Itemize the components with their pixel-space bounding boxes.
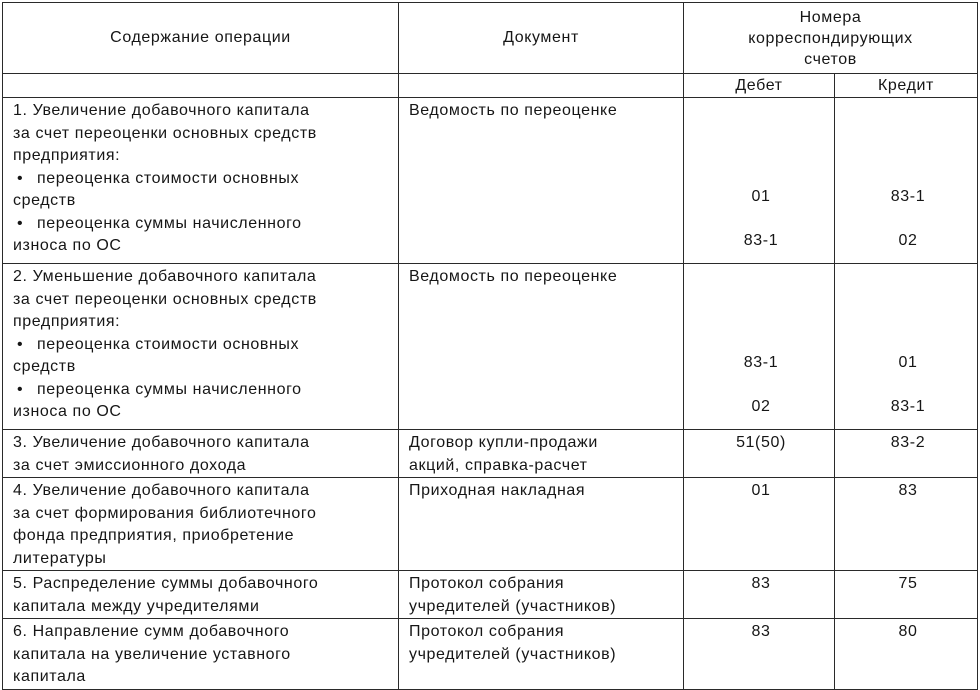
- table-row: [3, 571, 978, 619]
- row-1-debit: [684, 98, 835, 264]
- row-6-debit: [684, 619, 835, 690]
- row-6-document-line-2: учредителей (участников): [409, 645, 617, 663]
- row-3-document-line-1: Договор купли-продажи: [409, 434, 598, 451]
- header-debit: Дебет: [684, 74, 835, 98]
- row-5-document-line-1: Протокол собрания: [409, 575, 565, 592]
- row-3-document-line-2: акций, справка-расчет: [409, 456, 588, 474]
- header-document: Документ: [399, 3, 684, 74]
- row-2-sub-2: [13, 379, 392, 402]
- row-5-credit-value: 75: [898, 575, 918, 592]
- row-2-content-line-1: 2. Уменьшение добавочного капитала: [13, 268, 317, 285]
- table-header: [3, 3, 978, 98]
- row-1-content-line-1: 1. Увеличение добавочного капитала: [13, 102, 310, 119]
- row-4-credit: [835, 478, 978, 571]
- row-2-content: [3, 264, 399, 430]
- row-1-sub-1-credit: 83-1: [890, 188, 926, 205]
- row-6-credit-value: 80: [898, 623, 918, 640]
- row-6-credit: [835, 619, 978, 690]
- row-3-document: [399, 430, 684, 478]
- row-6-content-line-1: 6. Направление сумм добавочного: [13, 623, 290, 640]
- row-4-content-line-4: литературы: [13, 549, 107, 567]
- header-content: Содержание операции: [3, 3, 399, 74]
- operations-table: [2, 2, 978, 690]
- row-3-credit-value: 83-2: [890, 434, 926, 451]
- row-4-credit-value: 83: [898, 482, 918, 499]
- row-6-document: [399, 619, 684, 690]
- row-2-sub-1-line-2: средств: [13, 358, 76, 375]
- row-4-debit-value: 01: [751, 482, 771, 499]
- row-2-sub-1-credit: 01: [898, 354, 918, 371]
- row-6-document-line-1: Протокол собрания: [409, 623, 565, 640]
- row-4-content-line-2: за счет формирования библиотечного: [13, 504, 317, 522]
- row-4-content-line-1: 4. Увеличение добавочного капитала: [13, 482, 310, 499]
- row-2-debit: [684, 264, 835, 430]
- row-1-sub-1-line-2: средств: [13, 192, 76, 209]
- row-2-sub-2-debit: 02: [751, 398, 771, 415]
- row-1-sub-2-line-1: переоценка суммы начисленного: [37, 214, 302, 232]
- row-5-debit-value: 83: [751, 575, 771, 592]
- header-accounts-line-2: корреспондирующих: [748, 29, 913, 47]
- bullet-icon: •: [17, 214, 24, 232]
- header-content-empty: [3, 74, 399, 98]
- row-4-content: [3, 478, 399, 571]
- table-row: [3, 478, 978, 571]
- row-2-sub-1-debit: 83-1: [743, 354, 779, 371]
- row-2-sub-2-line-1: переоценка суммы начисленного: [37, 380, 302, 398]
- row-1-content-line-2: за счет переоценки основных средств: [13, 124, 317, 142]
- row-5-debit: [684, 571, 835, 619]
- row-1-sub-1-debit: 01: [751, 188, 771, 205]
- bullet-icon: •: [17, 380, 24, 398]
- row-1-sub-2: [13, 213, 392, 236]
- row-1-sub-2-line-2: износа по ОС: [13, 237, 122, 254]
- row-1-content: [3, 98, 399, 264]
- row-3-content: [3, 430, 399, 478]
- row-2-sub-1-line-1: переоценка стоимости основных: [37, 335, 300, 353]
- row-2-sub-1: [13, 334, 392, 357]
- row-4-document-line-1: Приходная накладная: [409, 482, 586, 499]
- row-4-document: [399, 478, 684, 571]
- header-credit: Кредит: [835, 74, 978, 98]
- row-1-content-line-3: предприятия:: [13, 147, 121, 164]
- row-5-document: [399, 571, 684, 619]
- row-6-content-line-3: капитала: [13, 668, 86, 685]
- row-5-credit: [835, 571, 978, 619]
- row-3-debit: [684, 430, 835, 478]
- row-2-credit: [835, 264, 978, 430]
- bullet-icon: •: [17, 169, 24, 187]
- table-row: [3, 619, 978, 690]
- row-1-document: [399, 98, 684, 264]
- row-1-sub-2-credit: 02: [898, 232, 918, 249]
- row-4-debit: [684, 478, 835, 571]
- row-2-document: [399, 264, 684, 430]
- row-6-content-line-2: капитала на увеличение уставного: [13, 645, 291, 663]
- row-3-content-line-1: 3. Увеличение добавочного капитала: [13, 434, 310, 451]
- row-2-sub-2-line-2: износа по ОС: [13, 403, 122, 420]
- row-5-document-line-2: учредителей (участников): [409, 597, 617, 615]
- row-2-content-line-2: за счет переоценки основных средств: [13, 290, 317, 308]
- row-6-debit-value: 83: [751, 623, 771, 640]
- row-5-content-line-2: капитала между учредителями: [13, 597, 260, 615]
- row-3-credit: [835, 430, 978, 478]
- row-1-sub-1-line-1: переоценка стоимости основных: [37, 169, 300, 187]
- bullet-icon: •: [17, 335, 24, 353]
- header-document-empty: [399, 74, 684, 98]
- row-6-content: [3, 619, 399, 690]
- row-4-content-line-3: фонда предприятия, приобретение: [13, 527, 295, 544]
- row-2-document-line-1: Ведомость по переоценке: [409, 268, 618, 285]
- row-3-content-line-2: за счет эмиссионного дохода: [13, 456, 247, 474]
- row-2-sub-2-credit: 83-1: [890, 398, 926, 415]
- header-accounts: [684, 3, 978, 74]
- header-accounts-line-1: Номера: [799, 8, 862, 26]
- row-5-content-line-1: 5. Распределение суммы добавочного: [13, 575, 319, 592]
- row-2-content-line-3: предприятия:: [13, 313, 121, 330]
- row-1-sub-1: [13, 168, 392, 191]
- table-row: [3, 430, 978, 478]
- table-row: [3, 264, 978, 430]
- row-3-debit-value: 51(50): [736, 434, 786, 451]
- header-accounts-line-3: счетов: [804, 50, 857, 68]
- row-5-content: [3, 571, 399, 619]
- row-1-sub-2-debit: 83-1: [743, 232, 779, 249]
- table-row: [3, 98, 978, 264]
- row-1-document-line-1: Ведомость по переоценке: [409, 102, 618, 119]
- row-1-credit: [835, 98, 978, 264]
